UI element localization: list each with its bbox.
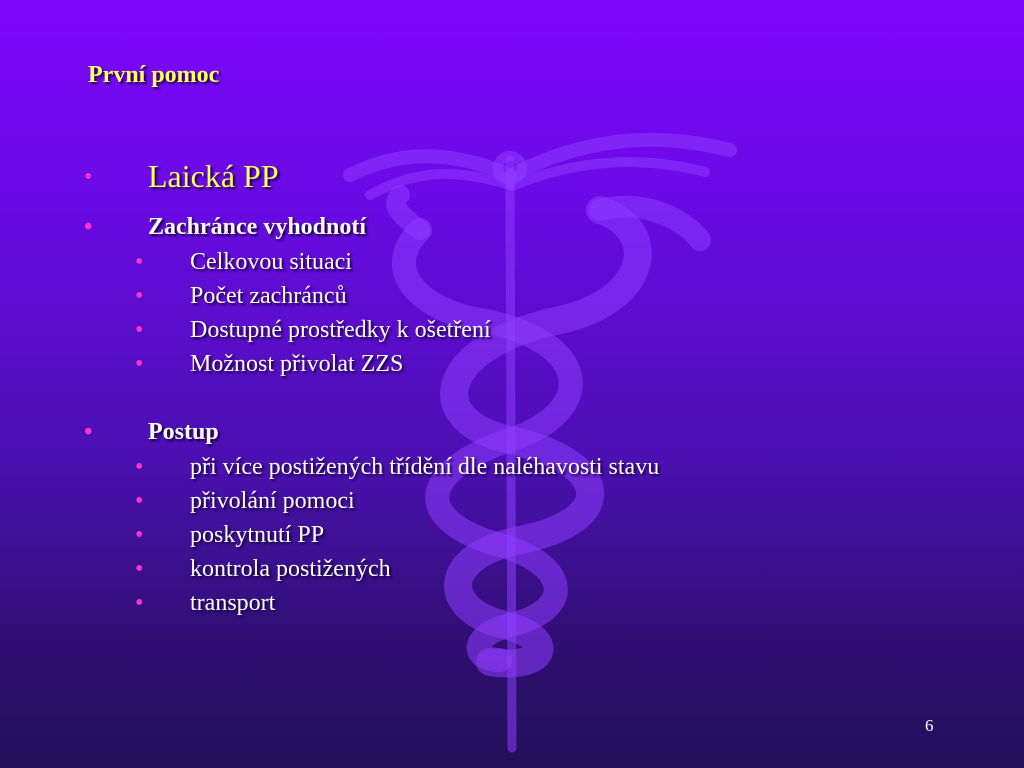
slide-title: První pomoc xyxy=(88,62,220,88)
bullet-icon: • xyxy=(84,214,93,240)
list-item-text: poskytnutí PP xyxy=(190,522,325,548)
bullet-icon: • xyxy=(84,164,93,190)
bullet-icon: • xyxy=(135,556,144,582)
section2-heading: Postup xyxy=(148,419,219,445)
bullet-icon: • xyxy=(135,317,144,343)
bullet-icon: • xyxy=(135,522,144,548)
list-item-text: transport xyxy=(190,590,276,616)
bullet-icon: • xyxy=(135,454,144,480)
list-item-text: Počet zachránců xyxy=(190,283,347,309)
list-item-text: Celkovou situaci xyxy=(190,249,352,275)
bullet-icon: • xyxy=(135,590,144,616)
bullet-icon: • xyxy=(135,351,144,377)
section1-heading: Zachránce vyhodnotí xyxy=(148,214,367,240)
list-item-text: přivolání pomoci xyxy=(190,488,355,514)
list-item-text: Dostupné prostředky k ošetření xyxy=(190,317,491,343)
bullet-icon: • xyxy=(135,488,144,514)
bullet-icon: • xyxy=(135,249,144,275)
bullet-icon: • xyxy=(84,419,93,445)
list-item-text: při více postižených třídění dle naléhavosti stavu xyxy=(190,454,660,480)
page-number: 6 xyxy=(925,716,934,735)
list-item-text: Možnost přivolat ZZS xyxy=(190,351,404,377)
bullet-icon: • xyxy=(135,283,144,309)
main-heading: Laická PP xyxy=(148,158,279,194)
list-item-text: kontrola postižených xyxy=(190,556,391,582)
